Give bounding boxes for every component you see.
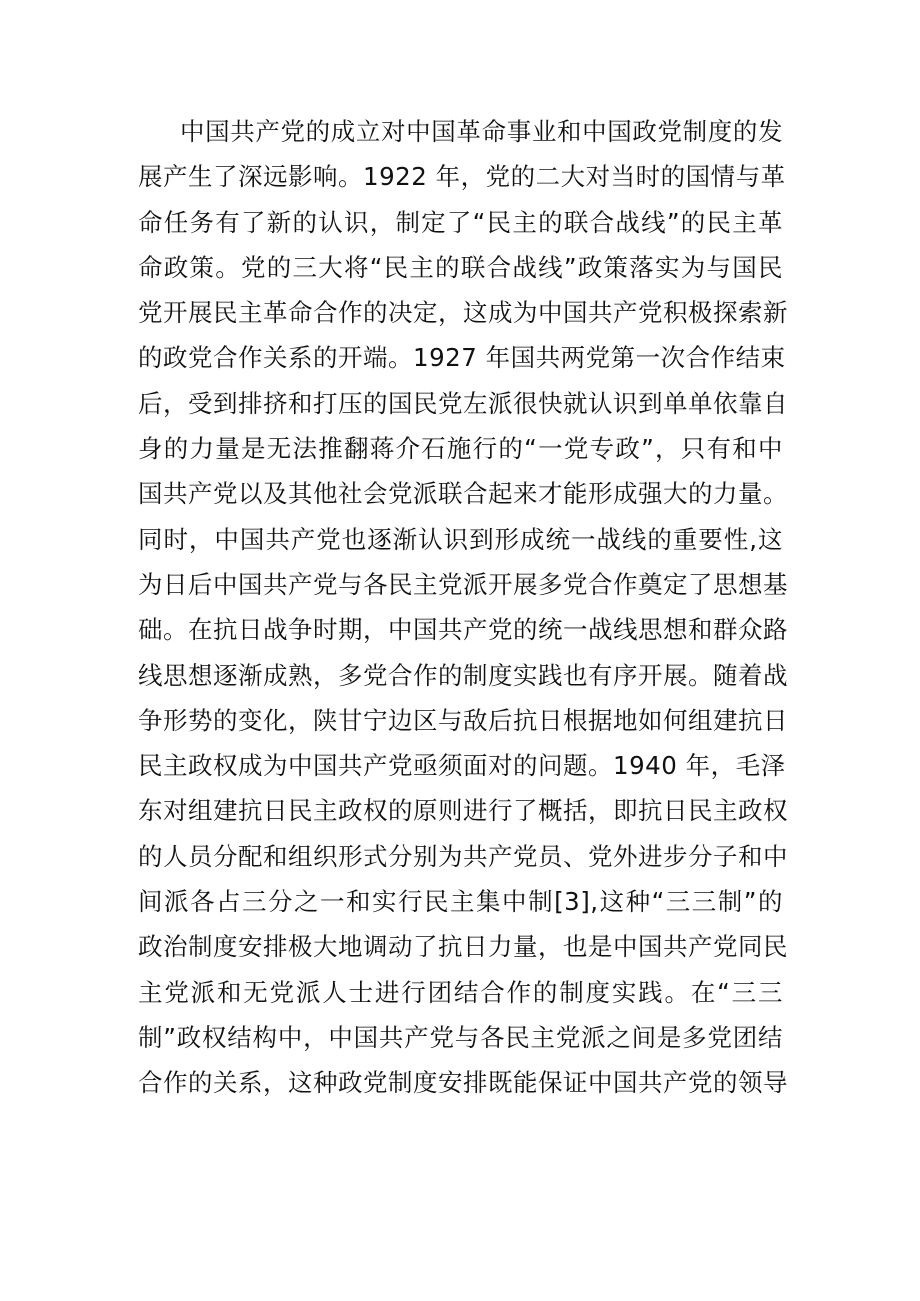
text-line: 党开展民主革命合作的决定，这成为中国共产党积极探索新 [138, 298, 788, 328]
text-line: 中国共产党的成立对中国革命事业和中国政党制度的发 [180, 117, 783, 146]
text-line: 政治制度安排极大地调动了抗日力量，也是中国共产党同民 [138, 932, 788, 962]
text-line: 命任务有了新的认识，制定了“民主的联合战线”的民主革 [138, 207, 783, 237]
text-line: 同时，中国共产党也逐渐认识到形成统一战线的重要性,这 [138, 524, 783, 554]
text-line: 线思想逐渐成熟，多党合作的制度实践也有序开展。随着战 [138, 660, 788, 690]
text-line: 展产生了深远影响。1922 年，党的二大对当时的国情与革 [138, 162, 786, 192]
text-line: 的人员分配和组织形式分别为共产党员、党外进步分子和中 [138, 841, 788, 871]
text-line: 主党派和无党派人士进行团结合作的制度实践。在“三三 [138, 977, 783, 1007]
text-line: 国共产党以及其他社会党派联合起来才能形成强大的力量。 [138, 479, 788, 509]
text-line: 身的力量是无法推翻蒋介石施行的“一党专政”，只有和中 [138, 434, 783, 464]
text-line: 间派各占三分之一和实行民主集中制[3],这种“三三制”的 [138, 887, 783, 917]
text-line: 的政党合作关系的开端。1927 年国共两党第一次合作结束 [138, 343, 786, 373]
text-line: 争形势的变化，陕甘宁边区与敌后抗日根据地如何组建抗日 [138, 705, 788, 735]
text-line: 制”政权结构中，中国共产党与各民主党派之间是多党团结 [138, 1022, 783, 1052]
text-line: 础。在抗日战争时期，中国共产党的统一战线思想和群众路 [138, 615, 788, 645]
text-line: 后，受到排挤和打压的国民党左派很快就认识到单单依靠自 [138, 388, 788, 418]
text-line: 民主政权成为中国共产党亟须面对的问题。1940 年，毛泽 [138, 751, 786, 781]
text-line: 东对组建抗日民主政权的原则进行了概括，即抗日民主政权 [138, 796, 788, 826]
text-line: 命政策。党的三大将“民主的联合战线”政策落实为与国民 [138, 252, 783, 282]
text-line: 合作的关系，这种政党制度安排既能保证中国共产党的领导 [138, 1068, 788, 1098]
body-paragraph [138, 109, 788, 1106]
text-line: 为日后中国共产党与各民主党派开展多党合作奠定了思想基 [138, 569, 788, 599]
